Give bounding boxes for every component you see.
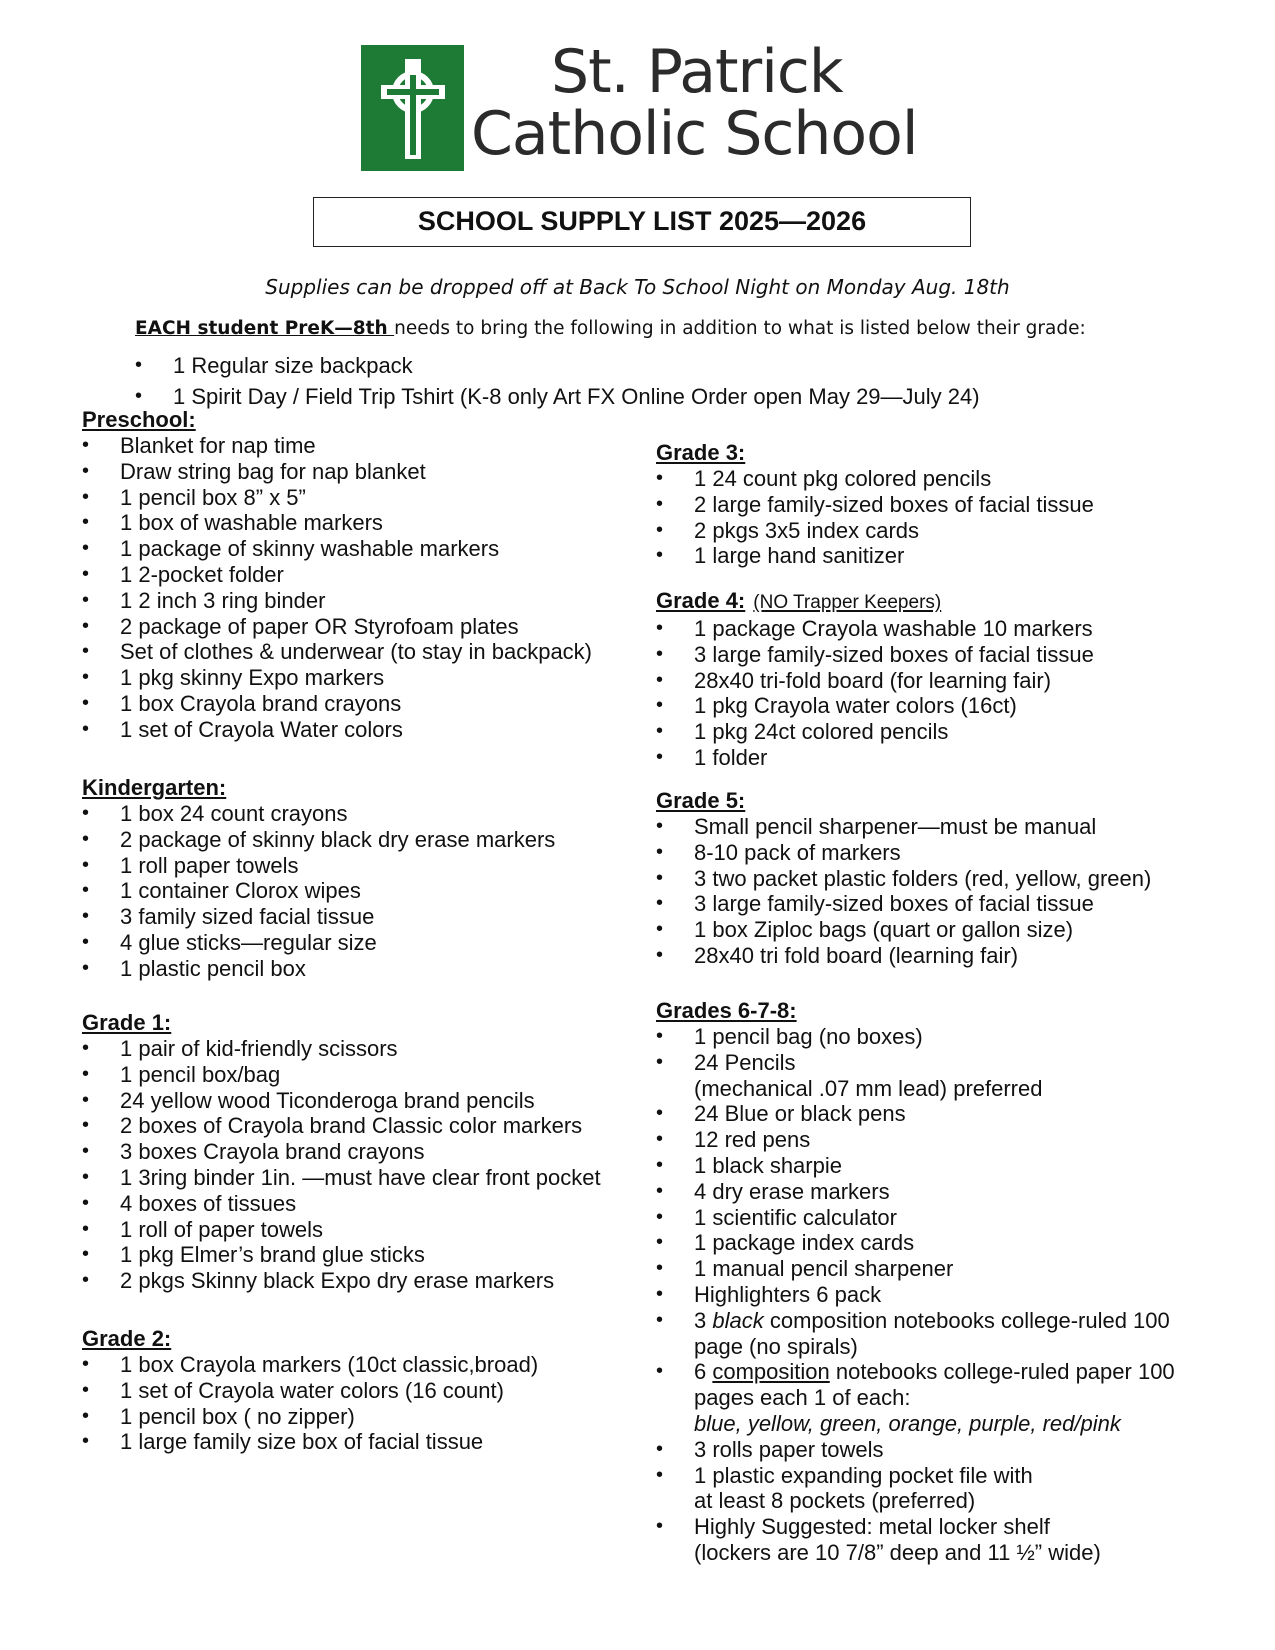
list-item: • 1 pkg Crayola water colors (16ct) [656, 693, 1094, 719]
list-item: • 1 box Crayola brand crayons [82, 691, 592, 717]
list-item: • 3 family sized facial tissue [82, 904, 555, 930]
list-item: • 1 Spirit Day / Field Trip Tshirt (K-8 only Art FX Online Order open May 29—July 24) [135, 381, 980, 412]
list-item: • 2 boxes of Crayola brand Classic color markers [82, 1113, 601, 1139]
section-grade-1 [82, 1010, 601, 1294]
list-item: • 1 2 inch 3 ring binder [82, 588, 592, 614]
section-preschool [82, 407, 592, 743]
list-item-line: (mechanical .07 mm lead) preferred [694, 1075, 1043, 1101]
list-item: • 1 pencil box/bag [82, 1062, 601, 1088]
list-item: • 3 large family-sized boxes of facial tissue [656, 642, 1094, 668]
list-item: • 1 box 24 count crayons [82, 801, 555, 827]
section-note: (NO Trapper Keepers) [753, 592, 942, 613]
list-item: • 1 package Crayola washable 10 markers [656, 616, 1094, 642]
list-item [656, 1514, 1175, 1566]
list-item: • 1 set of Crayola water colors (16 count) [82, 1378, 538, 1404]
school-name-line2: Catholic School [471, 99, 918, 169]
section-heading: Grade 5: [656, 788, 746, 813]
list-item: • 2 large family-sized boxes of facial tissue [656, 492, 1094, 518]
list-item: • 1 pkg 24ct colored pencils [656, 719, 1094, 745]
list-item-text: composition notebooks college-ruled 100 [763, 1307, 1170, 1333]
list-item-line: page (no spirals) [694, 1333, 858, 1359]
list-item: • 4 boxes of tissues [82, 1191, 601, 1217]
list-item: • Draw string bag for nap blanket [82, 459, 592, 485]
list-item: • Blanket for nap time [82, 433, 592, 459]
section-heading: Grade 1: [82, 1010, 172, 1035]
list-item: • 4 glue sticks—regular size [82, 930, 555, 956]
list-item: • 1 plastic pencil box [82, 956, 555, 982]
celtic-cross-icon [361, 45, 464, 171]
list-item: • 1 pair of kid-friendly scissors [82, 1036, 601, 1062]
list-item-line: • 24 Pencils [694, 1049, 796, 1075]
section-heading: Grade 2: [82, 1326, 172, 1351]
school-name [471, 37, 918, 169]
list-item: • 3 rolls paper towels [656, 1437, 1175, 1463]
list-item: • 1 2-pocket folder [82, 562, 592, 588]
right-column-grade5 [656, 788, 1151, 969]
list-item [656, 1050, 1175, 1102]
list-item: • 1 pencil box ( no zipper) [82, 1404, 538, 1430]
list-item: • 1 box Crayola markers (10ct classic,broad) [82, 1352, 538, 1378]
list-item: • 2 package of paper OR Styrofoam plates [82, 614, 592, 640]
list-item: • Set of clothes & underwear (to stay in backpack) [82, 639, 592, 665]
list-item-line: • Highly Suggested: metal locker shelf [694, 1514, 1050, 1540]
list-item: • 1 box of washable markers [82, 510, 592, 536]
dropoff-note: Supplies can be dropped off at Back To School Night on Monday Aug. 18th [265, 275, 1010, 299]
list-item: • 3 two packet plastic folders (red, yellow, green) [656, 866, 1151, 892]
page-title: SCHOOL SUPPLY LIST 2025—2026 [313, 197, 971, 247]
list-item: • 8-10 pack of markers [656, 840, 1151, 866]
list-item: • 1 package index cards [656, 1230, 1175, 1256]
list-item: • 3 large family-sized boxes of facial tissue [656, 891, 1151, 917]
section-grade-2 [82, 1326, 538, 1455]
list-item: • 1 manual pencil sharpener [656, 1256, 1175, 1282]
list-item: • 1 pkg skinny Expo markers [82, 665, 592, 691]
section-heading: Preschool: [82, 407, 196, 432]
list-item: • 1 container Clorox wipes [82, 878, 555, 904]
list-item: • 1 black sharpie [656, 1153, 1175, 1179]
section-heading [656, 588, 1094, 616]
list-item: • 4 dry erase markers [656, 1179, 1175, 1205]
list-item: • 1 24 count pkg colored pencils [656, 466, 1094, 492]
list-item: • 1 folder [656, 745, 1094, 771]
list-item-colors: blue, yellow, green, orange, purple, red/pink [694, 1410, 1121, 1436]
left-column-grade2 [82, 1326, 538, 1455]
list-item: • 1 roll paper towels [82, 853, 555, 879]
list-item: • 2 pkgs Skinny black Expo dry erase markers [82, 1268, 601, 1294]
list-item-line: • 1 plastic expanding pocket file with [694, 1462, 1033, 1488]
list-item-emphasis: black [712, 1307, 764, 1333]
list-item-text: 6 [694, 1359, 713, 1385]
section-heading-text: Grade 4: [656, 588, 746, 613]
list-item-underlined: composition [712, 1359, 830, 1385]
list-item: • 1 pkg Elmer’s brand glue sticks [82, 1242, 601, 1268]
list-item: • 24 Blue or black pens [656, 1101, 1175, 1127]
list-item-text: 3 [694, 1307, 713, 1333]
right-column-grade3 [656, 440, 1094, 569]
school-logo [361, 37, 921, 171]
section-heading: Grade 3: [656, 440, 746, 465]
list-item [656, 1463, 1175, 1515]
list-item: • 1 scientific calculator [656, 1205, 1175, 1231]
section-grade-5 [656, 788, 1151, 969]
list-item: • 2 package of skinny black dry erase markers [82, 827, 555, 853]
left-column [82, 407, 592, 743]
school-name-line1: St. Patrick [551, 37, 843, 107]
section-grade-4 [656, 588, 1094, 771]
list-item-text: notebooks college-ruled paper 100 [829, 1359, 1175, 1385]
list-item: • 1 roll of paper towels [82, 1217, 601, 1243]
list-item: • 3 boxes Crayola brand crayons [82, 1139, 601, 1165]
general-supply-list [135, 350, 980, 412]
list-item: • 1 set of Crayola Water colors [82, 717, 592, 743]
each-student-text: needs to bring the following in addition to what is listed below their grade: [394, 318, 1086, 339]
right-column-grade4 [656, 588, 1094, 771]
section-heading: Grades 6-7-8: [656, 998, 797, 1023]
list-item [656, 1308, 1175, 1360]
section-grades-6-7-8 [656, 998, 1175, 1566]
list-item: • 1 pencil bag (no boxes) [656, 1024, 1175, 1050]
list-item: • 1 large hand sanitizer [656, 543, 1094, 569]
list-item-line: (lockers are 10 7/8” deep and 11 ½” wide) [694, 1539, 1101, 1565]
list-item: • Highlighters 6 pack [656, 1282, 1175, 1308]
list-item [656, 1359, 1175, 1436]
section-grade-3 [656, 440, 1094, 569]
list-item: • 28x40 tri fold board (learning fair) [656, 943, 1151, 969]
list-item: • 2 pkgs 3x5 index cards [656, 518, 1094, 544]
list-item: • 1 box Ziploc bags (quart or gallon size) [656, 917, 1151, 943]
list-item-line: at least 8 pockets (preferred) [694, 1488, 976, 1514]
list-item: • 28x40 tri-fold board (for learning fair) [656, 668, 1094, 694]
list-item: • 1 pencil box 8” x 5” [82, 485, 592, 511]
list-item: • 12 red pens [656, 1127, 1175, 1153]
list-item: • 24 yellow wood Ticonderoga brand pencils [82, 1088, 601, 1114]
left-column-kindergarten [82, 775, 555, 982]
section-heading: Kindergarten: [82, 775, 227, 800]
right-column-grade678 [656, 998, 1175, 1566]
list-item: • 1 large family size box of facial tissue [82, 1429, 538, 1455]
list-item: • 1 Regular size backpack [135, 350, 980, 381]
list-item: • 1 package of skinny washable markers [82, 536, 592, 562]
left-column-grade1 [82, 1010, 601, 1294]
list-item: • 1 3ring binder 1in. —must have clear front pocket [82, 1165, 601, 1191]
list-item-line: pages each 1 of each: [694, 1385, 911, 1411]
each-student-label: EACH student PreK—8th [135, 318, 395, 339]
each-student-note [135, 318, 1086, 339]
list-item: • Small pencil sharpener—must be manual [656, 814, 1151, 840]
section-kindergarten [82, 775, 555, 982]
